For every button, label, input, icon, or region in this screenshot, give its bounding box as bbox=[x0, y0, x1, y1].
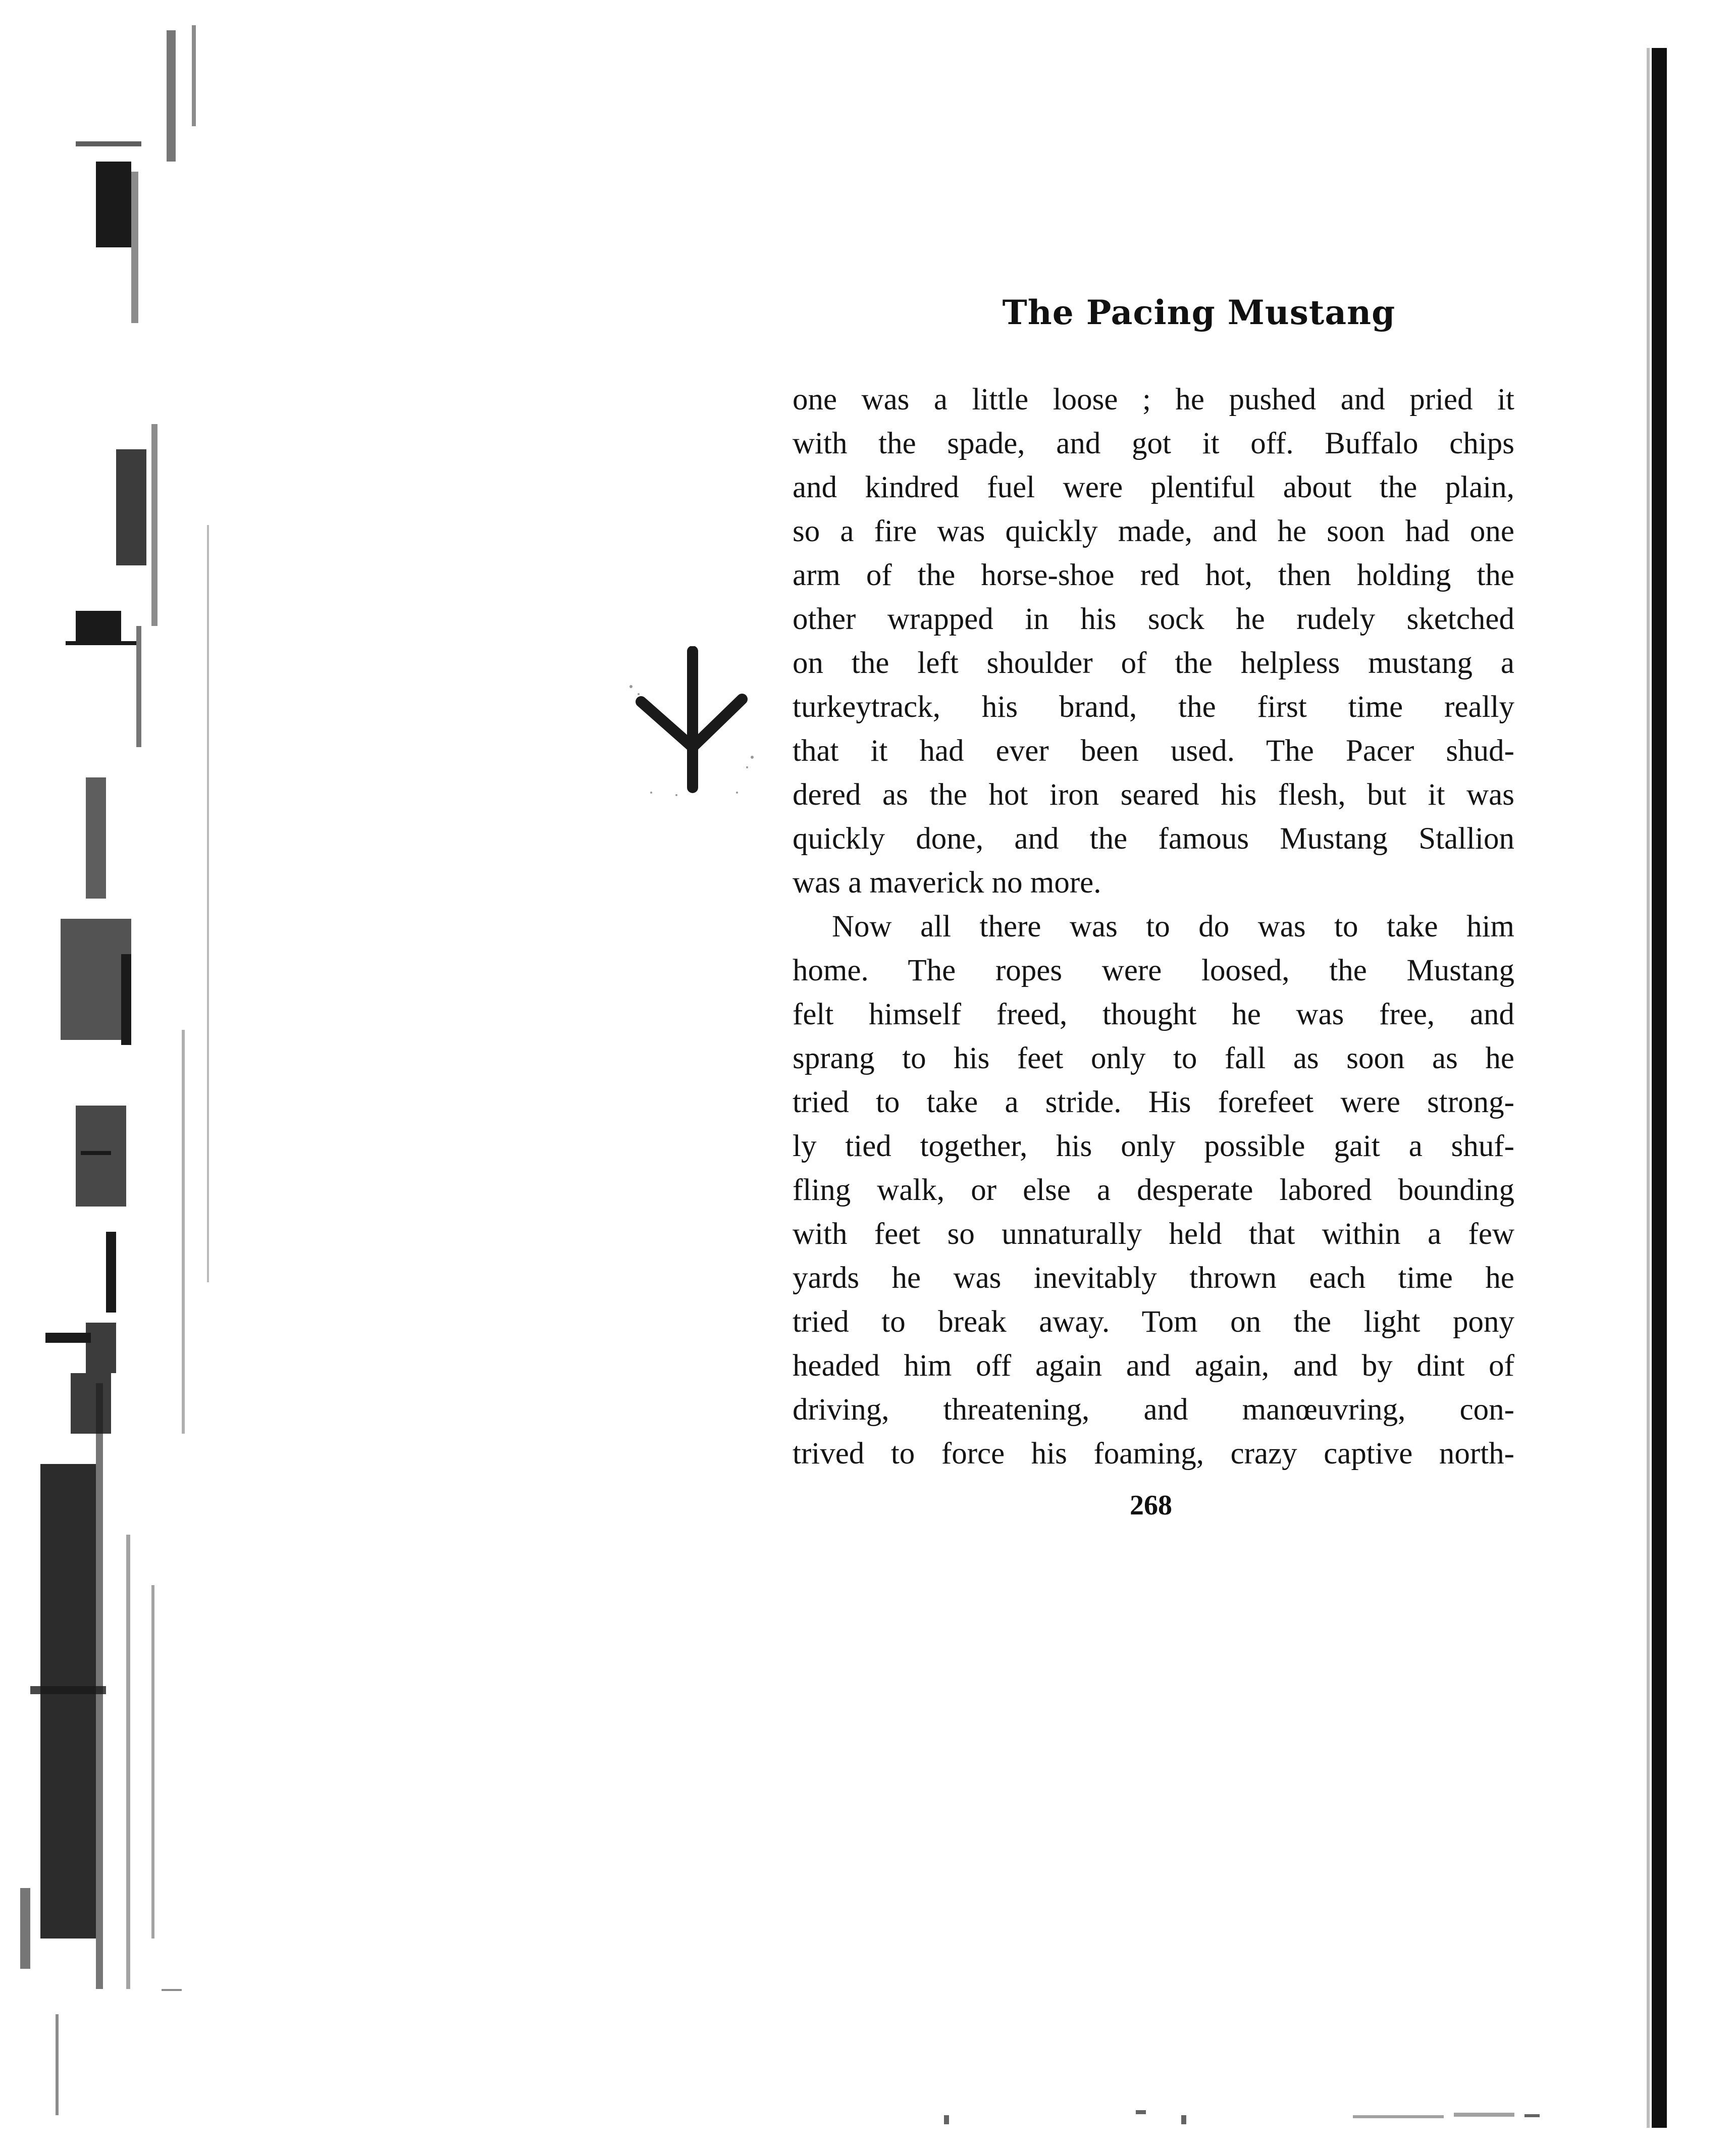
text-line: turkeytrack, his brand, the first time really bbox=[793, 690, 1514, 724]
text-line: so a fire was quickly made, and he soon had one bbox=[793, 514, 1514, 548]
text-line: sprang to his feet only to fall as soon as he bbox=[793, 1041, 1514, 1075]
turkeytrack-brand-icon bbox=[621, 646, 762, 803]
page-number: 268 bbox=[1130, 1490, 1172, 1521]
text-line: Now all there was to do was to take him bbox=[832, 910, 1514, 944]
text-line: that it had ever been used. The Pacer shud- bbox=[793, 734, 1514, 768]
text-line: headed him off again and again, and by dint of bbox=[793, 1349, 1514, 1383]
paragraph bbox=[793, 905, 1514, 1476]
running-header: The Pacing Mustang bbox=[1002, 293, 1396, 332]
text-line: ly tied together, his only possible gait a shuf- bbox=[793, 1129, 1514, 1163]
paragraph bbox=[793, 378, 1514, 905]
text-line: trived to force his foaming, crazy captive north- bbox=[793, 1437, 1514, 1471]
text-line: one was a little loose ; he pushed and pried it bbox=[793, 383, 1514, 416]
text-line: on the left shoulder of the helpless mustang a bbox=[793, 646, 1514, 680]
binding-edge-bar bbox=[1652, 48, 1667, 2128]
text-line: and kindred fuel were plentiful about the plain, bbox=[793, 470, 1514, 504]
text-line: yards he was inevitably thrown each time he bbox=[793, 1261, 1514, 1295]
text-line: tried to break away. Tom on the light pony bbox=[793, 1305, 1514, 1339]
body-text bbox=[793, 378, 1514, 1476]
text-line: was a maverick no more. bbox=[793, 866, 1101, 900]
text-line: tried to take a stride. His forefeet were strong- bbox=[793, 1085, 1514, 1119]
text-line: driving, threatening, and manœuvring, con- bbox=[793, 1393, 1514, 1427]
text-line: home. The ropes were loosed, the Mustang bbox=[793, 954, 1514, 987]
text-line: felt himself freed, thought he was free, and bbox=[793, 998, 1514, 1031]
text-line: dered as the hot iron seared his flesh, but it was bbox=[793, 778, 1514, 812]
text-line: fling walk, or else a desperate labored bounding bbox=[793, 1173, 1514, 1207]
binding-edge-shadow bbox=[1647, 48, 1650, 2128]
text-line: quickly done, and the famous Mustang Stallion bbox=[793, 822, 1514, 856]
text-line: arm of the horse-shoe red hot, then holding the bbox=[793, 558, 1514, 592]
scan-bottom-artifact bbox=[899, 2095, 1646, 2140]
text-line: other wrapped in his sock he rudely sketched bbox=[793, 602, 1514, 636]
scan-edge-artifact bbox=[0, 20, 242, 2130]
text-line: with feet so unnaturally held that within a few bbox=[793, 1217, 1514, 1251]
text-line: with the spade, and got it off. Buffalo chips bbox=[793, 427, 1514, 460]
